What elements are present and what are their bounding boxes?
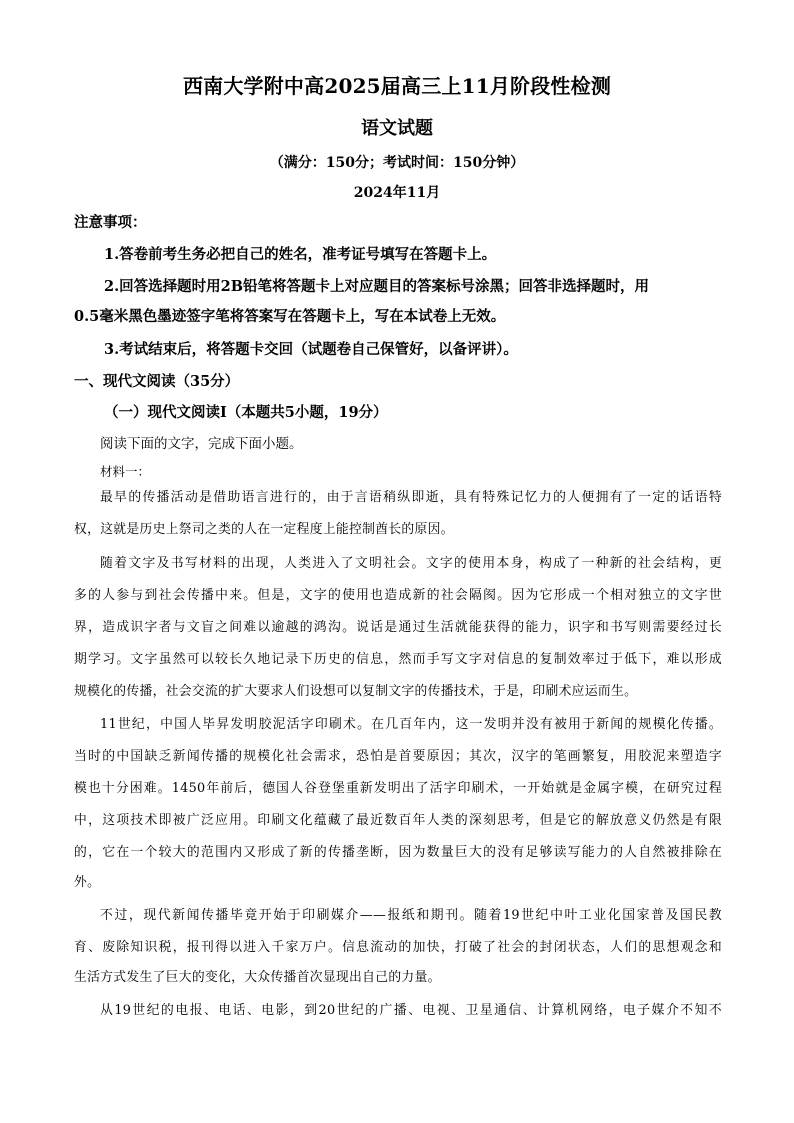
paragraph-line: 期学习。文字虽然可以较长久地记录下历史的信息，然而手写文字对信息的复制效率过于低下，难以形成	[74, 652, 722, 667]
subject-title: 语文试题	[361, 118, 433, 139]
paragraph-line: 规模化的传播，社会交流的扩大要求人们设想可以复制文字的传播技术，于是，印刷术应运而生。	[74, 684, 638, 699]
paragraph-line: 中，这项技术即被广泛应用。印刷文化蕴藏了最近数百年人类的深刻思考，但是它的解放意义仍然是有限	[74, 813, 722, 828]
paragraph-line: 多的人参与到社会传播中来。但是，文字的使用也造成新的社会隔阂。因为它形成一个相对独立的文字世	[74, 588, 722, 603]
paragraph-line: 随着文字及书写材料的出现，人类进入了文明社会。文字的使用本身，构成了一种新的社会结构，更	[100, 556, 722, 571]
paragraph-line: 当时的中国缺乏新闻传播的规模化社会需求，恐怕是首要原因；其次，汉字的笔画繁复，用胶泥来塑造字	[74, 749, 722, 764]
paragraph-line: 外。	[74, 875, 101, 890]
paragraph-line: 不过，现代新闻传播毕竟开始于印刷媒介——报纸和期刊。随着19世纪中叶工业化国家普及国民教	[100, 908, 722, 923]
exam-date: 2024年11月	[353, 185, 441, 201]
exam-title: 西南大学附中高2025届高三上11月阶段性检测	[182, 74, 612, 98]
paragraph-line: 生活方式发生了巨大的变化，大众传播首次显现出自己的力量。	[74, 970, 441, 985]
note-item-1: 1.答卷前考生务必把自己的姓名，准考证号填写在答题卡上。	[104, 246, 497, 263]
paragraph-line: 最早的传播活动是借助语言进行的，由于言语稍纵即逝，具有特殊记忆力的人便拥有了一定的话语特	[100, 490, 722, 505]
material-label: 材料一：	[100, 464, 151, 479]
paragraph-line: 11世纪，中国人毕昇发明胶泥活字印刷术。在几百年内，这一发明并没有被用于新闻的规模化传播。	[100, 717, 722, 732]
section-heading: 一、现代文阅读（35分）	[74, 373, 240, 390]
paragraph-line: 界，造成识字者与文盲之间难以逾越的鸿沟。说话是通过生活就能获得的能力，识字和书写则需要经过长	[74, 620, 722, 635]
score-time-info: （满分：150分；考试时间：150分钟）	[269, 155, 525, 171]
paragraph-line: 模也十分困难。1450年前后，德国人谷登堡重新发明出了活字印刷术，一开始就是金属字模，在研究过程	[74, 781, 722, 796]
subsection-heading: （一）现代文阅读Ⅰ（本题共5小题，19分）	[104, 404, 388, 421]
paragraph-line: 从19世纪的电报、电话、电影，到20世纪的广播、电视、卫星通信、计算机网络，电子媒介不知不	[100, 1003, 722, 1018]
paragraph-line: 权，这就是历史上祭司之类的人在一定程度上能控制酋长的原因。	[74, 522, 454, 537]
paragraph-line: 的，它在一个较大的范围内又形成了新的传播垄断，因为数量巨大的没有足够读写能力的人自然被排除在	[74, 845, 722, 860]
note-item-3: 3.考试结束后，将答题卡交回（试题卷自己保管好，以备评讲）。	[104, 341, 518, 358]
note-item-2-line-2: 0.5毫米黑色墨迹签字笔将答案写在答题卡上，写在本试卷上无效。	[74, 308, 506, 325]
reading-instruction: 阅读下面的文字，完成下面小题。	[100, 436, 303, 452]
notes-heading: 注意事项：	[74, 214, 147, 231]
note-item-2-line-1: 2.回答选择题时用2B铅笔将答题卡上对应题目的答案标号涂黑；回答非选择题时，用	[104, 278, 649, 295]
paragraph-line: 育、废除知识税，报刊得以进入千家万户。信息流动的加快，打破了社会的封闭状态，人们的思想观念和	[74, 940, 722, 955]
